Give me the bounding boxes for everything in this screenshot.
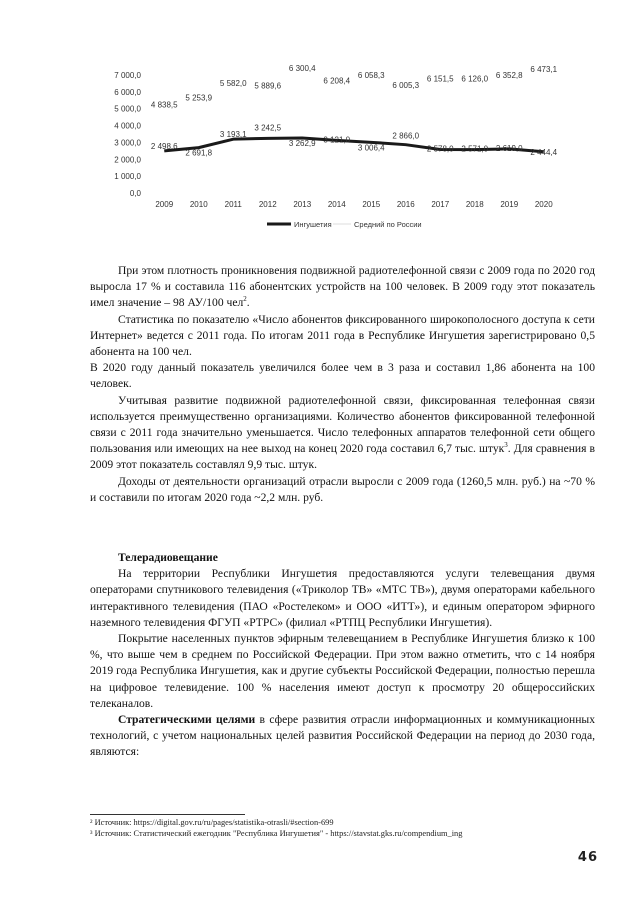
paragraph-broadband: Статистика по показателю «Число абонентов фиксированного широкополосного доступа к сети Интернет» ведется с 2011 года. По итогам 2011 года в Республике Ингушетия зарегистрировано 0,5 абонента на 100 чел. — [90, 312, 595, 359]
x-tick-label: 2020 — [534, 200, 553, 209]
goals-text: в сфере развития отрасли информационных и коммуникационных технологий, с учетом национальных целей развития Российской Федерации на период до 2030 года, являются: — [90, 713, 595, 759]
footnote-ref-2: 2 — [243, 295, 247, 304]
data-label-russia: 6 005,3 — [392, 80, 420, 90]
x-tick-label: 2018 — [465, 200, 484, 209]
data-label-russia: 6 352,8 — [495, 70, 523, 80]
data-label-russia: 5 253,9 — [185, 93, 213, 103]
footnote-divider — [90, 814, 245, 815]
footnote-3: ³ Источник: Статистический ежегодник "Республика Ингушетия" - https://stavstat.gks.ru/compendium_ing — [90, 829, 463, 838]
data-label-russia: 6 126,0 — [461, 74, 489, 84]
x-tick-label: 2019 — [500, 200, 519, 209]
data-label-russia: 6 151,5 — [426, 74, 454, 84]
data-label-russia: 6 300,4 — [288, 65, 316, 73]
data-label-russia: 5 582,0 — [219, 78, 247, 88]
data-label-ingushetia: 2 498,6 — [150, 141, 178, 151]
data-label-ingushetia: 3 121,0 — [323, 135, 351, 145]
data-label-ingushetia: 2 866,0 — [392, 131, 420, 141]
paragraph-goals — [90, 712, 595, 761]
x-tick-label: 2011 — [224, 200, 242, 209]
footnotes — [90, 817, 600, 839]
paragraph-fixed-telephony-end: . Для сравнения в 2009 этот показатель составлял 9,9 тыс. штук. — [90, 442, 595, 472]
page-number: 46 — [577, 850, 598, 865]
x-tick-label: 2009 — [155, 200, 174, 209]
data-label-ingushetia: 3 262,9 — [288, 138, 316, 148]
y-tick-label: 6 000,0 — [114, 87, 141, 97]
subscribers-line-chart — [95, 65, 575, 240]
data-label-ingushetia: 3 193,1 — [219, 130, 247, 140]
data-label-ingushetia: 2 571,0 — [461, 144, 489, 154]
x-tick-label: 2012 — [258, 200, 277, 209]
y-tick-label: 1 000,0 — [114, 172, 141, 182]
footnote-ref-3: 3 — [504, 441, 508, 450]
y-tick-label: 7 000,0 — [114, 71, 141, 80]
data-label-ingushetia: 2 619,0 — [495, 143, 523, 153]
data-label-russia: 5 889,6 — [254, 81, 282, 91]
data-label-ingushetia: 2 578,0 — [426, 144, 454, 154]
legend-label-ingushetia: Ингушетия — [294, 220, 332, 229]
paragraph-density-text: При этом плотность проникновения подвижной радиотелефонной связи с 2009 года по 2020 год выросла 17 % и составила 116 абонентских устройств на 100 человек. В 2009 году этот показатель имел значение – 98 АУ/100 чел — [90, 264, 595, 310]
data-label-russia: 4 838,5 — [150, 100, 178, 110]
legend-label-russia: Средний по России — [354, 220, 422, 229]
y-tick-label: 0,0 — [129, 189, 141, 198]
x-tick-label: 2015 — [362, 200, 381, 209]
data-label-ingushetia: 2 691,8 — [185, 148, 213, 158]
x-tick-label: 2017 — [431, 200, 450, 209]
data-label-russia: 6 058,3 — [357, 70, 385, 80]
x-tick-label: 2014 — [327, 200, 346, 209]
body-text — [90, 263, 595, 506]
y-tick-label: 4 000,0 — [114, 121, 141, 131]
data-label-russia: 6 473,1 — [530, 65, 558, 74]
goals-bold-lead: Стратегическими целями — [118, 713, 256, 727]
y-tick-label: 2 000,0 — [114, 155, 141, 165]
paragraph-coverage: Покрытие населенных пунктов эфирным телевещанием в Республике Ингушетия близко к 100 %, что выше чем в среднем по Российской Федерации. При этом важно отметить, что с 14 ноября 2019 года Республика Ингушетия, как и другие субъекты Российской Федерации, полностью перешла на цифровое телевидение. 100 % населения имеют доступ к просмотру 20 общероссийских телеканалов. — [90, 632, 595, 710]
paragraph-fixed-telephony — [90, 393, 595, 474]
paragraph-density — [90, 263, 595, 312]
paragraph-density-end: . — [246, 296, 250, 310]
paragraph-broadband-2020: В 2020 году данный показатель увеличился более чем в 3 раза и составил 1,86 абонента на 100 человек. — [90, 361, 595, 391]
paragraph-tv-operators: На территории Республики Ингушетия предоставляются услуги телевещания двумя операторами спутникового телевидения («Триколор ТВ» «МТС ТВ»), двумя операторами кабельного интерактивного телевидения (ПАО «Ростелеком» и ООО «ИТТ»), и единым оператором эфирного наземного телевидения ФГУП «РТРС» (филиал «РТПЦ Республики Ингушетия). — [90, 567, 595, 629]
paragraph-revenue: Доходы от деятельности организаций отрасли выросли с 2009 года (1260,5 млн. руб.) на ~70 % и составили по итогам 2020 года ~2,2 млн. руб. — [90, 474, 595, 504]
x-tick-label: 2016 — [396, 200, 415, 209]
data-label-ingushetia: 3 006,4 — [357, 143, 385, 153]
data-label-ingushetia: 3 242,5 — [254, 123, 282, 133]
footnote-2: ² Источник: https://digital.gov.ru/ru/pages/statistika-otrasli/#section-699 — [90, 818, 334, 827]
x-tick-label: 2013 — [293, 200, 312, 209]
data-label-russia: 6 208,4 — [323, 76, 351, 86]
section-broadcasting — [90, 550, 595, 761]
y-tick-label: 5 000,0 — [114, 104, 141, 114]
paragraph-fixed-telephony-text: Учитывая развитие подвижной радиотелефонной связи, фиксированная телефонная связи используется преимущественно организациями. Количество абонентов фиксированной телефонной связи с 2011 года значительно уменьшается. Число телефонных аппаратов телефонной сети общего пользования или имеющих на нее выход на конец 2020 года составил 6,7 тыс. штук — [90, 393, 595, 456]
y-tick-label: 3 000,0 — [114, 138, 141, 148]
x-tick-label: 2010 — [189, 200, 208, 209]
data-label-ingushetia: 2 444,4 — [530, 147, 558, 157]
section-heading: Телерадиовещание — [118, 551, 218, 564]
